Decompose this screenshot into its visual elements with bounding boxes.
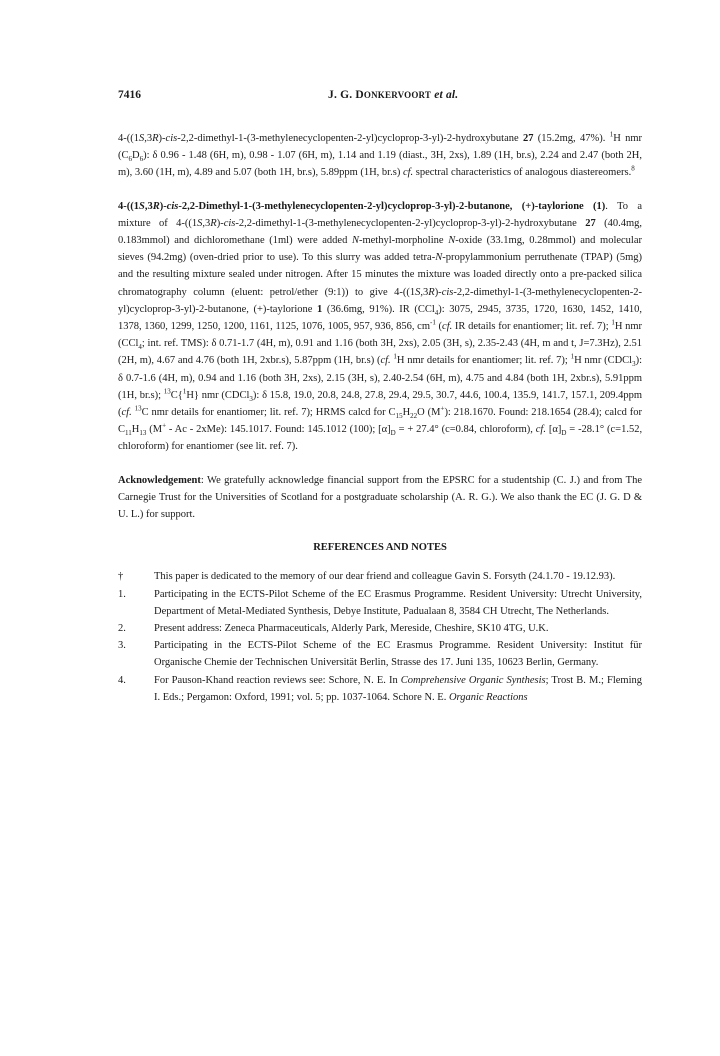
article-body	[118, 130, 642, 706]
page-number: 7416	[118, 89, 141, 101]
compound-title: 4-((1S,3R)-cis-2,2-Dimethyl-1-(3-methylenecyclopenten-2-yl)cycloprop-3-yl)-2-butanone, (+)-taylorione (1)	[118, 200, 606, 212]
reference-mark: 1.	[118, 588, 126, 600]
reference-item: † This paper is dedicated to the memory of our dear friend and colleague Gavin S. Forsyth (24.1.70 - 19.12.93).	[118, 568, 642, 585]
running-header	[118, 89, 602, 105]
reference-mark: 3.	[118, 640, 126, 652]
acknowledgement-label: Acknowledgement	[118, 474, 201, 486]
experimental-paragraph-taylorione: 4-((1S,3R)-cis-2,2-Dimethyl-1-(3-methylenecyclopenten-2-yl)cycloprop-3-yl)-2-butanone, (+)-taylorione (1). To a mixture of 4-((1S,3R)-cis-2,2-dimethyl-1-(3-methylenecyclopenten-2-yl)cycloprop-3-yl)-2-hydroxybutane 27 (40.4mg, 0.183mmol) and dichloromethane (1ml) were added N-methyl-morpholine N-oxide (33.1mg, 0.28mmol) and molecular sieves (94.2mg) (oven-dried prior to use). To this slurry was added tetra-N-propylammonium perruthenate (TPAP) (5mg) and the resulting mixture sealed under nitrogen. After 15 minutes the mixture was loaded directly onto a pre-packed silica chromatography column (eluent: petrol/ether (9:1)) to give 4-((1S,3R)-cis-2,2-dimethyl-1-(3-methylenecyclopenten-2-yl)cycloprop-3-yl)-2-butanone, (+)-taylorione 1 (36.6mg, 91%). IR (CCl$_4$): 3075, 2945, 3735, 1720, 1630, 1452, 1410, 1378, 1360, 1299, 1250, 1200, 1161, 1125, 1076, 1005, 957, 936, 856, $cm^{-1}$ (cf. IR details for enantiomer; lit. ref. 7); $^1$H nmr (CCl$_4$; int. ref. TMS): δ 0.71-1.7 (4H, m), 0.91 and 1.16 (both 3H, 2xs), 2.05 (3H, s), 2.35-2.43 (4H, m and t, J=7.3Hz), 2.51 (2H, m), 4.67 and 4.76 (both 1H, 2xbr.s), 5.87ppm (1H, br.s) (cf. $^1$H nmr details for enantiomer; lit. ref. 7); $^1$H nmr (CDCl$_3$): δ 0.7-1.6 (4H, m), 0.94 and 1.16 (both 3H, 2xs), 2.15 (3H, s), 2.40-2.54 (6H, m), 4.75 and 4.84 (both 1H, 2xbr.s), 5.91ppm (1H, br.s); $^{13}$C{$^1$H} nmr (CDCl$_3$): δ 15.8, 19.0, 20.8, 24.8, 27.8, 29.4, 29.5, 30.7, 44.6, 100.4, 135.9, 141.7, 157.1, 209.4ppm (cf. $^{13}$C nmr details for enantiomer; lit. ref. 7); HRMS calcd for $C_{15}H_{22}O$ (M+): 218.1670. Found: 218.1654 (28.4); calcd for $C_{11}H_{13}$ (M+ - Ac - 2xMe): 145.1017. Found: 145.1012 (100); $[\alpha]_D$ = + 27.4° (c=0.84, chloroform), cf. $[\alpha]_D = -28.1^\circ$ (c=1.52, chloroform) for enantiomer (see lit. ref. 7).	[118, 200, 643, 453]
acknowledgement: Acknowledgement: We gratefully acknowledge financial support from the EPSRC for a studentship (C. J.) and from The Carnegie Trust for the Universities of Scotland for a postgraduate scholarship (A. R. G.). We also thank the EC (J. G. D & U. L.) for support.	[118, 474, 642, 521]
reference-mark: 4.	[118, 674, 126, 686]
references-heading: REFERENCES AND NOTES	[313, 542, 447, 554]
running-head-authors: J. G. DONKERVOORT et al.	[328, 89, 459, 101]
reference-mark: 2.	[118, 623, 126, 635]
reference-list	[118, 568, 642, 706]
experimental-paragraph-27: 4-((1S,3R)-cis-2,2-dimethyl-1-(3-methylenecyclopenten-2-yl)cycloprop-3-yl)-2-hydroxybutane 27 (15.2mg, 47%). $^1$H nmr $(C_6D_6)$: δ 0.96 - 1.48 (6H, m), 0.98 - 1.07 (6H, m), 1.14 and 1.19 (diast., 3H, 2xs), 1.89 (1H, br.s), 2.24 and 2.47 (both 2H, m), 3.60 (1H, m), 4.89 and 5.07 (both 1H, br.s), 5.89ppm (1H, br.s) cf. spectral characteristics of analogous diastereomers.$^8$	[118, 130, 642, 179]
reference-item: 1. Participating in the ECTS-Pilot Scheme of the EC Erasmus Programme. Resident University: Utrecht University, Department of Metal-Mediated Synthesis, Debye Institute, Padualaan 8, 3584 CH Utrecht, The Netherlands.	[118, 586, 642, 620]
reference-item: 2. Present address: Zeneca Pharmaceuticals, Alderly Park, Mereside, Cheshire, SK10 4TG, U.K.	[118, 620, 642, 637]
reference-item: 3. Participating in the ECTS-Pilot Scheme of the EC Erasmus Programme. Resident University: Institut für Organische Chemie der Technischen Universität Berlin, Strasse des 17. Juni 135, 10623 Berlin, Germany.	[118, 637, 642, 671]
reference-item: 4. For Pauson-Khand reaction reviews see: Schore, N. E. In Comprehensive Organic Synthesis; Trost B. M.; Fleming I. Eds.; Pergamon: Oxford, 1991; vol. 5; pp. 1037-1064. Schore N. E. Organic Reactions	[118, 672, 642, 706]
reference-mark: †	[118, 571, 124, 583]
